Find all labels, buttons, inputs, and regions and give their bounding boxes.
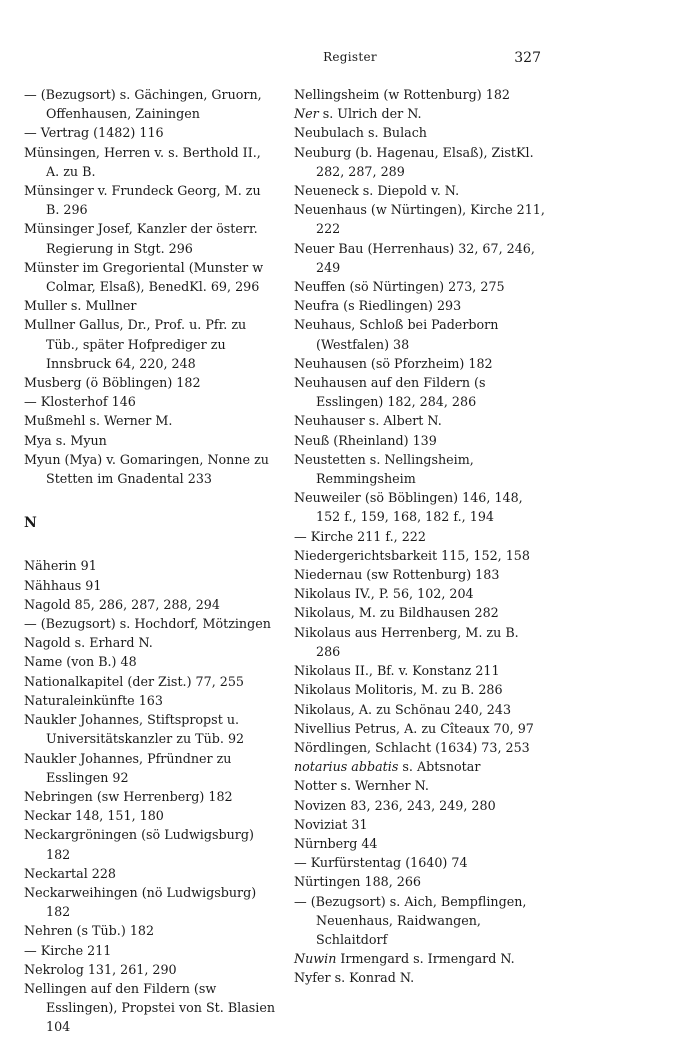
index-entry: — Kirche 211 f., 222: [294, 528, 426, 544]
index-entry-reference: Irmengard s. Irmengard N.: [336, 951, 515, 967]
index-entry: — (Bezugsort) s. Aich, Bempflingen, Neuenhaus, Raidwangen, Schlaitdorf: [294, 893, 527, 947]
index-entry: Naturaleinkünfte 163: [24, 692, 163, 708]
index-entry: Nikolaus, A. zu Schönau 240, 243: [294, 701, 512, 717]
page-number: 327: [514, 50, 541, 66]
index-entry: Nikolaus aus Herrenberg, M. zu B. 286: [294, 624, 519, 659]
index-entry: Mullner Gallus, Dr., Prof. u. Pfr. zu Tüb., später Hofprediger zu Innsbruck 64, 220, 248: [24, 317, 247, 371]
index-entry: Münster im Gregoriental (Munster w Colmar, Elsaß), BenedKl. 69, 296: [24, 259, 264, 295]
index-column-right: [294, 85, 546, 988]
index-entry: Neckar 148, 151, 180: [24, 808, 164, 824]
index-entry: Nördlingen, Schlacht (1634) 73, 253: [294, 739, 530, 755]
index-entry: [294, 949, 546, 968]
index-entry: Nikolaus IV., P. 56, 102, 204: [294, 586, 474, 602]
index-entry: Nekrolog 131, 261, 290: [24, 961, 177, 977]
index-entry: Münsinger v. Frundeck Georg, M. zu B. 296: [24, 183, 261, 218]
index-entry: Naukler Johannes, Pfründner zu Esslingen 92: [24, 750, 232, 785]
index-entry: Münsingen, Herren v. s. Berthold II., A. zu B.: [24, 144, 261, 179]
index-entry: Novizen 83, 236, 243, 249, 280: [294, 797, 496, 813]
index-entry: Notter s. Wernher N.: [294, 778, 429, 794]
running-head: Register: [323, 50, 377, 64]
index-entry: Neuhausen auf den Fildern (s Esslingen) 182, 284, 286: [294, 375, 486, 410]
index-entry: Nikolaus, M. zu Bildhausen 282: [294, 605, 499, 621]
index-entry: Nehren (s Tüb.) 182: [24, 923, 155, 939]
index-entry: Münsinger Josef, Kanzler der österr. Regierung in Stgt. 296: [24, 221, 258, 256]
index-entry: Nürnberg 44: [294, 835, 378, 851]
index-entry: Neckarweihingen (nö Ludwigsburg) 182: [24, 884, 257, 920]
index-entry: Nürtingen 188, 266: [294, 874, 421, 890]
index-entries-n: [24, 556, 276, 1036]
index-entry: — Kirche 211: [24, 942, 112, 958]
index-entry-italic-term: Nuwin: [294, 951, 337, 967]
index-entry: Name (von B.) 48: [24, 654, 137, 670]
index-entry: Näherin 91: [24, 558, 97, 574]
index-entry: Neuß (Rheinland) 139: [294, 432, 437, 448]
index-entry: Musberg (ö Böblingen) 182: [24, 375, 201, 391]
index-entry: Neuenhaus (w Nürtingen), Kirche 211, 222: [294, 202, 545, 237]
index-entry: Neuburg (b. Hagenau, Elsaß), ZistKl. 282, 287, 289: [294, 144, 534, 179]
index-entry: Neuweiler (sö Böblingen) 146, 148, 152 f., 159, 168, 182 f., 194: [294, 490, 523, 525]
index-entry: Nähhaus 91: [24, 577, 102, 593]
index-entry: Nikolaus II., Bf. v. Konstanz 211: [294, 663, 500, 679]
index-entry: Nikolaus Molitoris, M. zu B. 286: [294, 682, 503, 698]
index-entry: Nellingen auf den Fildern (sw Esslingen), Propstei von St. Blasien 104: [24, 980, 276, 1035]
index-entry: [294, 104, 546, 123]
index-entry: Neckargröningen (sö Ludwigsburg) 182: [24, 827, 254, 862]
index-column-left: [24, 85, 276, 1037]
index-entry: — (Bezugsort) s. Hochdorf, Mötzingen: [24, 616, 271, 632]
index-entry: Neuhausen (sö Pforzheim) 182: [294, 355, 493, 371]
index-entry: Naukler Johannes, Stiftspropst u. Universitätskanzler zu Tüb. 92: [24, 712, 245, 747]
index-entry: — Klosterhof 146: [24, 394, 136, 410]
index-entry: Mya s. Myun: [24, 432, 107, 448]
index-entry: Neubulach s. Bulach: [294, 125, 427, 141]
section-letter-n: N: [24, 515, 37, 532]
index-entry-italic-term: notarius abbatis: [294, 759, 399, 775]
index-entry: Niedernau (sw Rottenburg) 183: [294, 567, 500, 583]
index-entry: [294, 757, 546, 776]
index-entry: — Kurfürstentag (1640) 74: [294, 855, 468, 871]
index-entry: Neueneck s. Diepold v. N.: [294, 183, 460, 199]
index-entry: Neckartal 228: [24, 865, 117, 881]
index-entry: Nagold 85, 286, 287, 288, 294: [24, 596, 220, 612]
index-entry: Neustetten s. Nellingsheim, Remmingsheim: [294, 451, 474, 487]
index-entry: Muller s. Mullner: [24, 298, 137, 314]
index-entry: Neuhauser s. Albert N.: [294, 413, 442, 429]
index-entry: Neuer Bau (Herrenhaus) 32, 67, 246, 249: [294, 240, 535, 275]
index-entry: Nyfer s. Konrad N.: [294, 970, 415, 986]
index-entry-reference: s. Ulrich der N.: [318, 106, 422, 122]
index-entry: Neufra (s Riedlingen) 293: [294, 298, 462, 314]
index-entry: Noviziat 31: [294, 816, 368, 832]
index-entry: Mußmehl s. Werner M.: [24, 413, 173, 429]
index-entry-italic-term: Ner: [294, 106, 319, 122]
index-entry: Nationalkapitel (der Zist.) 77, 255: [24, 673, 244, 689]
index-entry: Niedergerichtsbarkeit 115, 152, 158: [294, 547, 530, 563]
index-entry: Nivellius Petrus, A. zu Cîteaux 70, 97: [294, 720, 534, 736]
index-entry: — (Bezugsort) s. Gächingen, Gruorn, Offenhausen, Zainingen: [24, 87, 262, 122]
index-entry: — Vertrag (1482) 116: [24, 125, 164, 141]
index-entry-reference: s. Abtsnotar: [398, 759, 481, 775]
index-entry: Nellingsheim (w Rottenburg) 182: [294, 87, 510, 102]
index-entry: Nebringen (sw Herrenberg) 182: [24, 788, 233, 804]
index-entry: Neuffen (sö Nürtingen) 273, 275: [294, 279, 505, 295]
index-entries-n-continued: [294, 85, 546, 988]
index-entries-m: [24, 85, 276, 488]
index-entry: Neuhaus, Schloß bei Paderborn (Westfalen) 38: [294, 317, 499, 352]
index-entry: Nagold s. Erhard N.: [24, 635, 153, 651]
index-entry: Myun (Mya) v. Gomaringen, Nonne zu Stetten im Gnadental 233: [24, 451, 269, 487]
